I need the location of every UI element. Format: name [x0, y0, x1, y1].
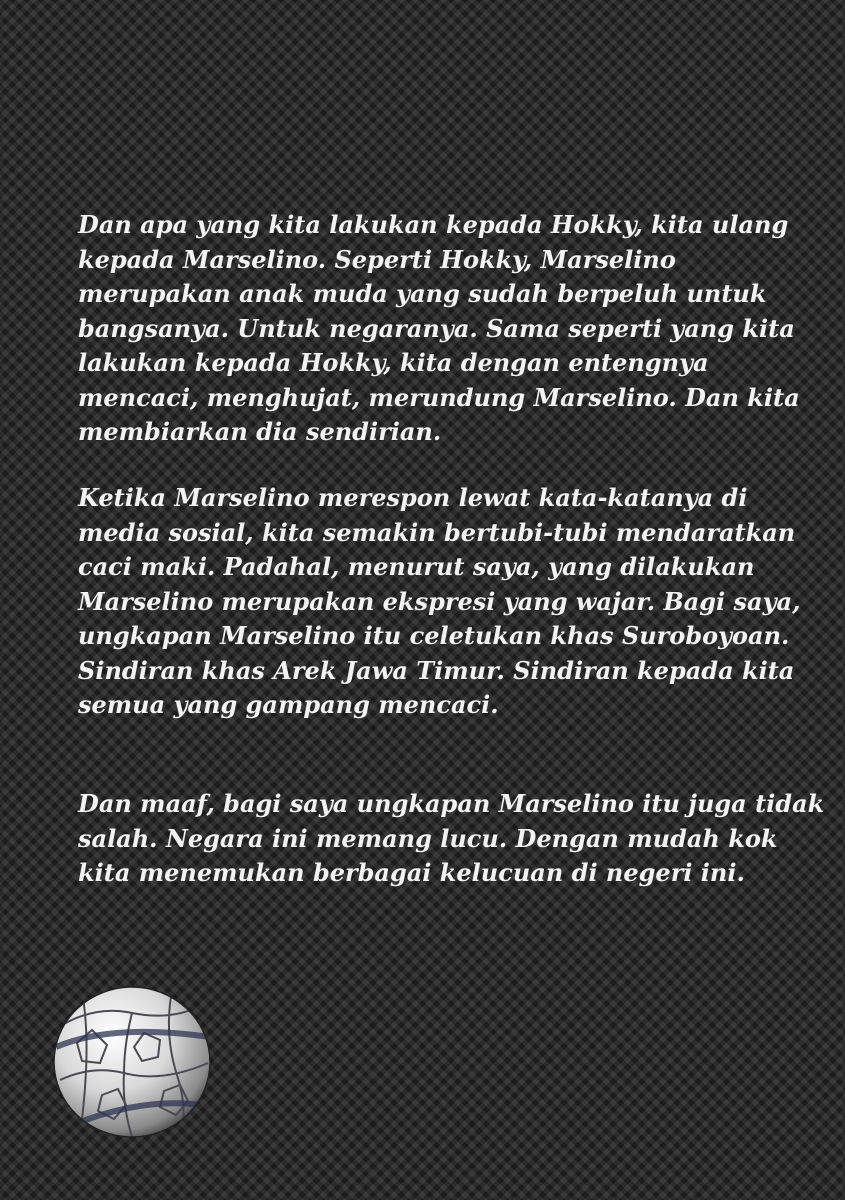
paragraph-line: bangsanya. Untuk negaranya. Sama seperti yang kita — [78, 313, 795, 343]
paragraph-line: kita menemukan berbagai kelucuan di negeri ini. — [78, 858, 745, 887]
paragraph-line: membiarkan dia sendirian. — [78, 417, 442, 446]
paragraph-line: Sindiran khas Arek Jawa Timur. Sindiran kepada kita — [78, 655, 795, 685]
paragraph-line: ungkapan Marselino itu celetukan khas Suroboyoan. — [78, 621, 790, 650]
paragraph-line: kepada Marselino. Seperti Hokky, Marselino — [78, 244, 676, 274]
paragraph-line: merupakan anak muda yang sudah berpeluh untuk — [78, 279, 767, 308]
paragraph-line: Ketika Marselino merespon lewat kata-katanya di — [78, 483, 748, 512]
soccer-ball-icon — [52, 985, 212, 1140]
paragraph-line: mencaci, menghujat, merundung Marselino. Dan kita — [78, 382, 800, 412]
paragraph-line: caci maki. Padahal, menurut saya, yang dilakukan — [78, 552, 755, 581]
paragraph-line: Marselino merupakan ekspresi yang wajar. Bagi saya, — [78, 586, 801, 616]
paragraph-line: media sosial, kita semakin bertubi-tubi mendaratkan — [78, 517, 796, 547]
paragraph-line: Dan apa yang kita lakukan kepada Hokky, kita ulang — [78, 210, 789, 239]
paragraph-line: salah. Negara ini memang lucu. Dengan mudah kok — [78, 823, 778, 853]
paragraph-line: Dan maaf, bagi saya ungkapan Marselino itu juga tidak — [78, 789, 825, 818]
paragraph-line: lakukan kepada Hokky, kita dengan entengnya — [78, 348, 709, 377]
paragraph-1 — [78, 208, 808, 450]
paragraph-line: semua yang gampang mencaci. — [78, 690, 499, 719]
paragraph-3 — [78, 787, 825, 891]
paragraph-2 — [78, 481, 808, 723]
